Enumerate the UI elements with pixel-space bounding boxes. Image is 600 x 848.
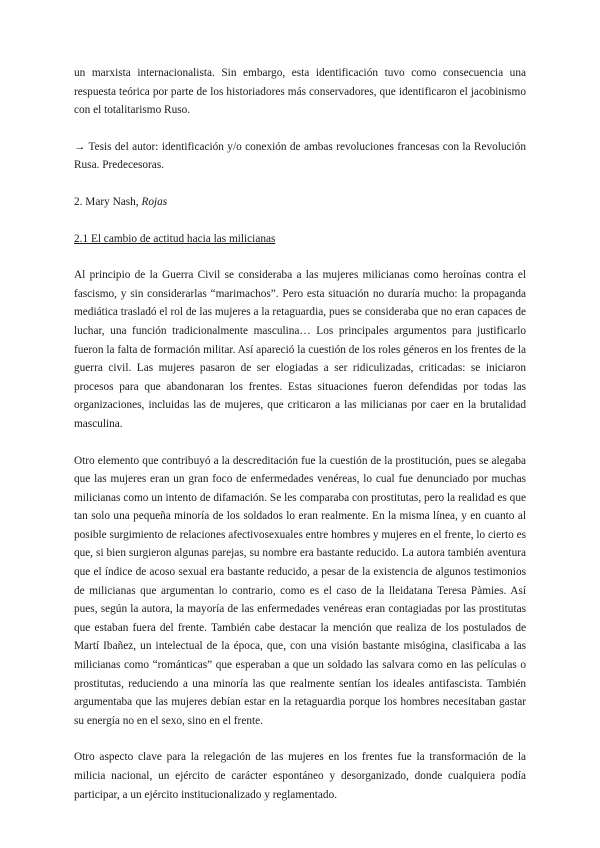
section-heading-prefix: 2. Mary Nash, — [74, 195, 142, 208]
subsection-heading: 2.1 El cambio de actitud hacia las milicianas — [74, 232, 276, 245]
body-paragraph-3: Otro aspecto clave para la relegación de las mujeres en los frentes fue la transformación de la milicia nacional, un ejército de carácter espontáneo y desorganizado, donde cualquiera podía participar, a un ejército institucionalizado y reglamentado. — [74, 751, 526, 801]
thesis-note: → Tesis del autor: identificación y/o conexión de ambas revoluciones francesas con la Revolución Rusa. Predecesoras. — [74, 140, 526, 172]
document-body — [74, 64, 526, 804]
section-heading-title: Rojas — [141, 195, 168, 208]
body-paragraph-2: Otro elemento que contribuyó a la descreditación fue la cuestión de la prostitución, pues se alegaba que las mujeres eran un gran foco de enfermedades venéreas, lo cual fue denunciado por muchas milicianas como un intento de difamación. Se les comparaba con prostitutas, pero la realidad es que tan solo una pequeña minoría de los soldados lo eran realmente. En la misma línea, y en cuanto al posible surgimiento de relaciones afectivosexuales entre hombres y mujeres en el frente, lo cierto es que, si bien surgieron algunas parejas, su nombre era bastante reducido. La autora también aventura que el índice de acoso sexual era bastante reducido, a pesar de la existencia de algunos testimonios de milicianas que argumentan lo contrario, como es el caso de la lleidatana Teresa Pàmies. Así pues, según la autora, la mayoría de las enfermedades venéreas eran contagiadas por las prostitutas que estaban fuera del frente. También cabe destacar la mención que realiza de los postulados de Martí Ibañez, un intelectual de la época, que, con una visión bastante misógina, clasificaba a las milicianas como “románticas” que esperaban a que un soldado las salvara como en las películas o prostitutas, reduciendo a una minoría las que realmente sentían los ideales antifascista. También argumentaba que las mujeres debían estar en la retaguardia porque los hombres necesitaban gastar su energía no en el sexo, sino en el frente. — [74, 454, 526, 727]
intro-paragraph: un marxista internacionalista. Sin embargo, esta identificación tuvo como consecuencia una respuesta teórica por parte de los historiadores más conservadores, que identificaron el jacobinismo con el totalitarismo Ruso. — [74, 67, 526, 117]
section-heading — [74, 193, 526, 212]
body-paragraph-1: Al principio de la Guerra Civil se consideraba a las mujeres milicianas como heroínas contra el fascismo, y sin considerarlas “marimachos”. Pero esta situación no duraría mucho: la propaganda mediática trasladó el rol de las mujeres a la retaguardia, pues se consideraba que no eran capaces de luchar, una función tradicionalmente masculina… Los principales argumentos para justificarlo fueron la falta de formación militar. Así apareció la cuestión de los roles géneros en los frentes de la guerra civil. Las mujeres pasaron de ser elogiadas a ser ridiculizadas, criticadas: se iniciaron procesos para que abandonaran los frentes. Estas situaciones fueron defendidas por todas las organizaciones, incluidas las de mujeres, que criticaron a las milicianas por caer en la brutalidad masculina. — [74, 269, 526, 430]
